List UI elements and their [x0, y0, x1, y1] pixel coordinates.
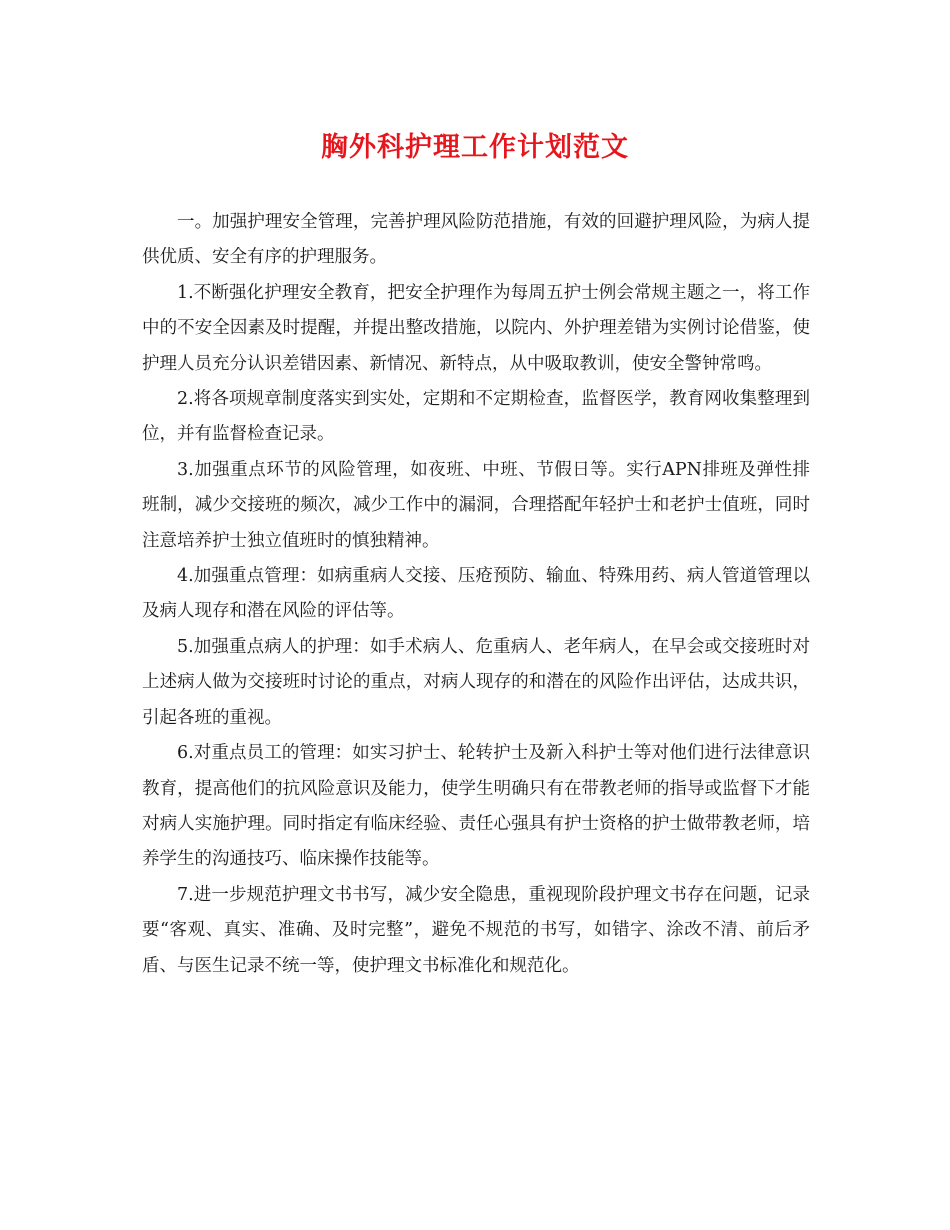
paragraph-2: 1.不断强化护理安全教育，把安全护理作为每周五护士例会常规主题之一，将工作中的不安全因素及时提醒，并提出整改措施，以院内、外护理差错为实例讨论借鉴，使护理人员充分认识差错因素、新情况、新特点，从中吸取教训，使安全警钟常鸣。	[142, 282, 810, 374]
paragraph-7: 6.对重点员工的管理：如实习护士、轮转护士及新入科护士等对他们进行法律意识教育，提高他们的抗风险意识及能力，使学生明确只有在带教老师的指导或监督下才能对病人实施护理。同时指定有临床经验、责任心强具有护士资格的护士做带教老师，培养学生的沟通技巧、临床操作技能等。	[142, 743, 810, 870]
paragraph-1: 一。加强护理安全管理，完善护理风险防范措施，有效的回避护理风险，为病人提供优质、安全有序的护理服务。	[142, 212, 810, 268]
paragraph-5: 4.加强重点管理：如病重病人交接、压疮预防、输血、特殊用药、病人管道管理以及病人现存和潜在风险的评估等。	[142, 566, 810, 622]
paragraph-3: 2.将各项规章制度落实到实处，定期和不定期检查，监督医学，教育网收集整理到位，并有监督检查记录。	[142, 389, 810, 445]
paragraph-4: 3.加强重点环节的风险管理，如夜班、中班、节假日等。实行APN排班及弹性排班制，减少交接班的频次，减少工作中的漏洞，合理搭配年轻护士和老护士值班，同时注意培养护士独立值班时的慎独精神。	[142, 459, 810, 551]
paragraph-6: 5.加强重点病人的护理：如手术病人、危重病人、老年病人，在早会或交接班时对上述病人做为交接班时讨论的重点，对病人现存的和潜在的风险作出评估，达成共识，引起各班的重视。	[142, 636, 810, 728]
paragraph-8: 7.进一步规范护理文书书写，减少安全隐患，重视现阶段护理文书存在问题，记录要“客观、真实、准确、及时完整”，避免不规范的书写，如错字、涂改不清、前后矛盾、与医生记录不统一等，使护理文书标准化和规范化。	[142, 884, 810, 976]
document-title: 胸外科护理工作计划范文	[321, 132, 629, 163]
document-body	[142, 205, 810, 984]
